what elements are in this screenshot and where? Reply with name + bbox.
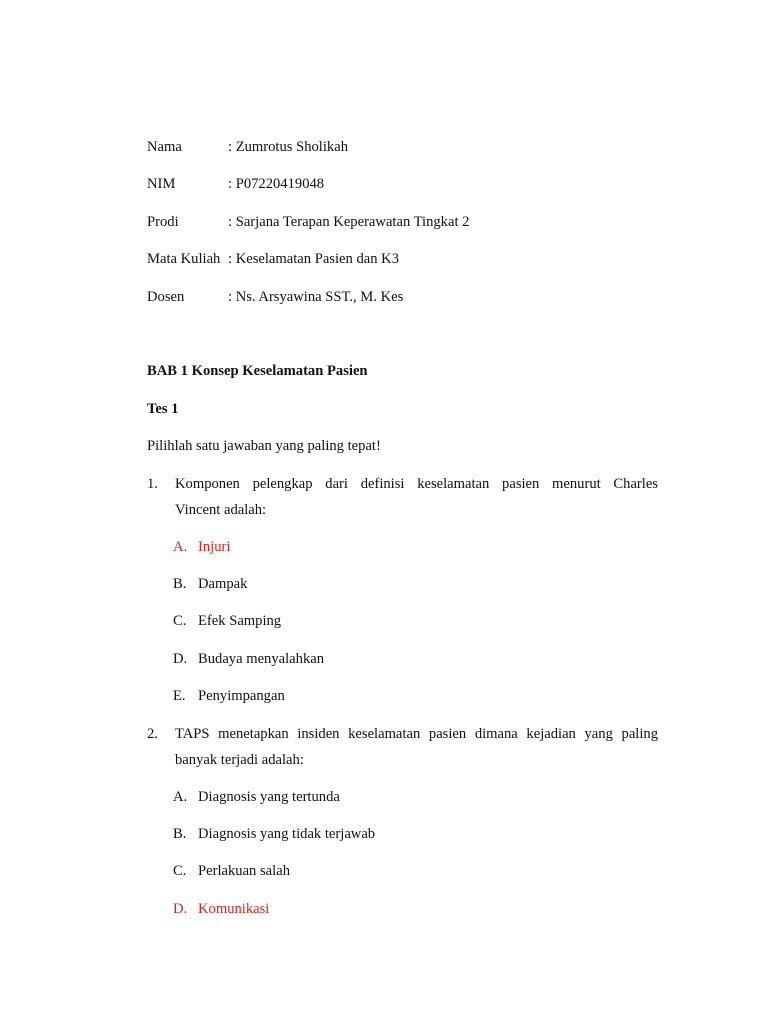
- option-letter: B.: [173, 826, 187, 842]
- value-nama: : Zumrotus Sholikah: [228, 139, 348, 155]
- question-number: 2.: [147, 726, 158, 742]
- option-letter: E.: [173, 688, 186, 704]
- option-text: Perlakuan salah: [198, 863, 290, 879]
- option-text: Budaya menyalahkan: [198, 651, 325, 667]
- value-prodi: : Sarjana Terapan Keperawatan Tingkat 2: [228, 214, 470, 230]
- option-text: Penyimpangan: [198, 688, 285, 704]
- instruction: Pilihlah satu jawaban yang paling tepat!: [147, 438, 381, 454]
- option-text: Efek Samping: [198, 613, 282, 629]
- option-text: Diagnosis yang tertunda: [198, 789, 340, 805]
- label-nim: NIM: [147, 176, 176, 192]
- question-text-cont: Vincent adalah:: [175, 502, 267, 518]
- option-letter: A.: [173, 789, 188, 805]
- question-text: Komponen pelengkap dari definisi keselamatan pasien menurut Charles: [175, 476, 658, 492]
- question-number: 1.: [147, 476, 158, 492]
- option-answer: Injuri: [198, 539, 231, 555]
- value-nim: : P07220419048: [228, 176, 325, 192]
- option-letter: B.: [173, 576, 187, 592]
- value-dosen: : Ns. Arsyawina SST., M. Kes: [228, 289, 404, 305]
- label-nama: Nama: [147, 139, 182, 155]
- test-title: Tes 1: [147, 401, 179, 417]
- option-text: Diagnosis yang tidak terjawab: [198, 826, 376, 842]
- option-text: Dampak: [198, 576, 248, 592]
- label-prodi: Prodi: [147, 214, 179, 230]
- value-mata-kuliah: : Keselamatan Pasien dan K3: [228, 251, 400, 267]
- option-letter: D.: [173, 901, 188, 917]
- option-letter: C.: [173, 613, 187, 629]
- option-letter: C.: [173, 863, 187, 879]
- chapter-title: BAB 1 Konsep Keselamatan Pasien: [147, 363, 368, 379]
- option-answer: Komunikasi: [198, 901, 270, 917]
- option-letter: A.: [173, 539, 188, 555]
- label-mata-kuliah: Mata Kuliah: [147, 251, 221, 267]
- option-letter: D.: [173, 651, 188, 667]
- label-dosen: Dosen: [147, 289, 185, 305]
- question-text: TAPS menetapkan insiden keselamatan pasien dimana kejadian yang paling: [175, 726, 658, 742]
- question-text-cont: banyak terjadi adalah:: [175, 752, 304, 768]
